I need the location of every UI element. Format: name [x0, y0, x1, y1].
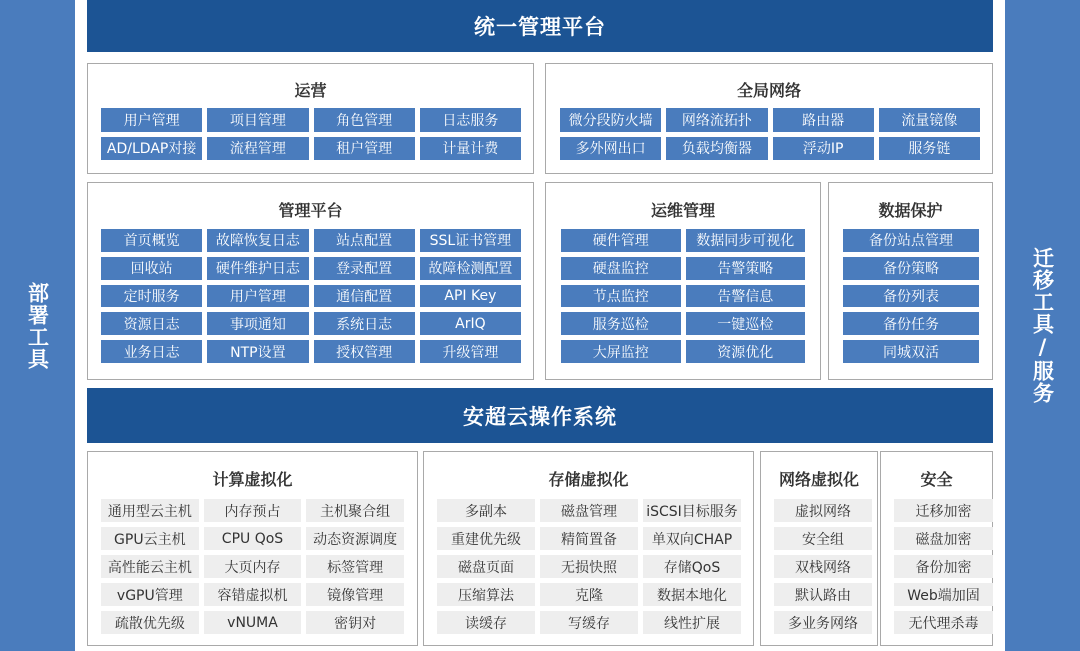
feature-item: 计量计费	[420, 137, 521, 161]
maintenance-panel	[545, 182, 821, 380]
feature-item: 同城双活	[843, 340, 979, 363]
feature-item: 精简置备	[540, 527, 638, 550]
unified-management-platform-band: 统一管理平台	[87, 0, 993, 52]
maintenance-title: 运维管理	[650, 201, 715, 220]
security-title: 安全	[920, 470, 953, 489]
feature-item: 用户管理	[101, 108, 202, 132]
feature-item: 磁盘页面	[437, 555, 535, 578]
storage-virtualization-panel	[423, 451, 754, 646]
feature-item: 系统日志	[314, 312, 415, 335]
feature-item: 首页概览	[101, 229, 202, 252]
feature-item: 虚拟网络	[774, 499, 872, 522]
feature-item: AD/LDAP对接	[101, 137, 202, 161]
storage-virtualization-title: 存储虚拟化	[548, 470, 629, 489]
feature-item: 疏散优先级	[101, 611, 199, 634]
feature-item: 多业务网络	[774, 611, 872, 634]
feature-item: 克隆	[540, 583, 638, 606]
deploy-tools-label: 部署工具	[25, 281, 50, 370]
feature-item: 路由器	[773, 108, 874, 132]
feature-item: 流量镜像	[879, 108, 980, 132]
ops-title: 运营	[294, 81, 327, 100]
feature-item: 大页内存	[204, 555, 302, 578]
feature-item: 存储QoS	[643, 555, 741, 578]
feature-item: 告警策略	[686, 257, 806, 280]
network-virtualization-title: 网络虚拟化	[778, 470, 859, 489]
feature-item: 标签管理	[306, 555, 404, 578]
network-virt-grid	[774, 499, 872, 634]
feature-item: 无代理杀毒	[894, 611, 993, 634]
feature-item: 多副本	[437, 499, 535, 522]
feature-item: 通用型云主机	[101, 499, 199, 522]
ops-grid	[101, 108, 521, 160]
global-network-title: 全局网络	[736, 81, 801, 100]
feature-item: 读缓存	[437, 611, 535, 634]
feature-item: 事项通知	[207, 312, 308, 335]
feature-item: 负载均衡器	[666, 137, 767, 161]
feature-item: 一键巡检	[686, 312, 806, 335]
feature-item: Web端加固	[894, 583, 993, 606]
feature-item: 升级管理	[420, 340, 521, 363]
feature-item: 密钥对	[306, 611, 404, 634]
compute-virtualization-panel	[87, 451, 418, 646]
feature-item: 备份任务	[843, 312, 979, 335]
feature-item: 项目管理	[207, 108, 308, 132]
feature-item: 多外网出口	[560, 137, 661, 161]
feature-item: 用户管理	[207, 285, 308, 308]
feature-item: 浮动IP	[773, 137, 874, 161]
feature-item: 授权管理	[314, 340, 415, 363]
ops-panel	[87, 63, 534, 174]
feature-item: vGPU管理	[101, 583, 199, 606]
deploy-tools-sidebar	[0, 0, 75, 651]
feature-item: iSCSI目标服务	[643, 499, 741, 522]
feature-item: 内存预占	[204, 499, 302, 522]
global-network-panel	[545, 63, 993, 174]
compute-virtualization-title: 计算虚拟化	[212, 470, 293, 489]
feature-item: 故障检测配置	[420, 257, 521, 280]
migration-tools-label: 迁移工具/服务	[1030, 247, 1055, 404]
mgmt-platform-grid	[101, 229, 521, 363]
data-protection-grid	[843, 229, 979, 363]
feature-item: 站点配置	[314, 229, 415, 252]
feature-item: 默认路由	[774, 583, 872, 606]
mgmt-platform-panel	[87, 182, 534, 380]
feature-item: 安全组	[774, 527, 872, 550]
feature-item: 硬件管理	[561, 229, 681, 252]
data-protection-title: 数据保护	[878, 201, 943, 220]
feature-item: 资源优化	[686, 340, 806, 363]
feature-item: 无损快照	[540, 555, 638, 578]
feature-item: 双栈网络	[774, 555, 872, 578]
network-virtualization-panel	[760, 451, 878, 646]
feature-item: 备份列表	[843, 285, 979, 308]
feature-item: 单双向CHAP	[643, 527, 741, 550]
feature-item: 定时服务	[101, 285, 202, 308]
feature-item: 登录配置	[314, 257, 415, 280]
feature-item: 日志服务	[420, 108, 521, 132]
feature-item: 业务日志	[101, 340, 202, 363]
migration-tools-sidebar	[1005, 0, 1080, 651]
feature-item: API Key	[420, 285, 521, 308]
feature-item: 通信配置	[314, 285, 415, 308]
os-band: 安超云操作系统	[87, 388, 993, 443]
feature-item: GPU云主机	[101, 527, 199, 550]
feature-item: 租户管理	[314, 137, 415, 161]
feature-item: 网络流拓扑	[666, 108, 767, 132]
feature-item: 镜像管理	[306, 583, 404, 606]
feature-item: CPU QoS	[204, 527, 302, 550]
feature-item: 备份加密	[894, 555, 993, 578]
feature-item: 重建优先级	[437, 527, 535, 550]
storage-grid	[437, 499, 741, 634]
mgmt-platform-title: 管理平台	[278, 201, 343, 220]
feature-item: ArIQ	[420, 312, 521, 335]
feature-item: 回收站	[101, 257, 202, 280]
feature-item: 故障恢复日志	[207, 229, 308, 252]
feature-item: 高性能云主机	[101, 555, 199, 578]
feature-item: 容错虚拟机	[204, 583, 302, 606]
feature-item: 资源日志	[101, 312, 202, 335]
feature-item: 告警信息	[686, 285, 806, 308]
security-panel	[880, 451, 993, 646]
feature-item: 节点监控	[561, 285, 681, 308]
feature-item: 线性扩展	[643, 611, 741, 634]
feature-item: 数据同步可视化	[686, 229, 806, 252]
feature-item: 动态资源调度	[306, 527, 404, 550]
feature-item: 数据本地化	[643, 583, 741, 606]
feature-item: 角色管理	[314, 108, 415, 132]
feature-item: NTP设置	[207, 340, 308, 363]
feature-item: 主机聚合组	[306, 499, 404, 522]
feature-item: SSL证书管理	[420, 229, 521, 252]
security-grid	[894, 499, 993, 634]
feature-item: 备份策略	[843, 257, 979, 280]
feature-item: 微分段防火墙	[560, 108, 661, 132]
feature-item: 大屏监控	[561, 340, 681, 363]
feature-item: 压缩算法	[437, 583, 535, 606]
feature-item: 硬盘监控	[561, 257, 681, 280]
feature-item: 备份站点管理	[843, 229, 979, 252]
feature-item: 服务链	[879, 137, 980, 161]
feature-item: 硬件维护日志	[207, 257, 308, 280]
global-network-grid	[560, 108, 980, 160]
feature-item: 迁移加密	[894, 499, 993, 522]
feature-item: 流程管理	[207, 137, 308, 161]
compute-grid	[101, 499, 404, 634]
feature-item: vNUMA	[204, 611, 302, 634]
feature-item: 磁盘管理	[540, 499, 638, 522]
feature-item: 磁盘加密	[894, 527, 993, 550]
feature-item: 写缓存	[540, 611, 638, 634]
data-protection-panel	[828, 182, 993, 380]
feature-item: 服务巡检	[561, 312, 681, 335]
maintenance-grid	[561, 229, 805, 363]
